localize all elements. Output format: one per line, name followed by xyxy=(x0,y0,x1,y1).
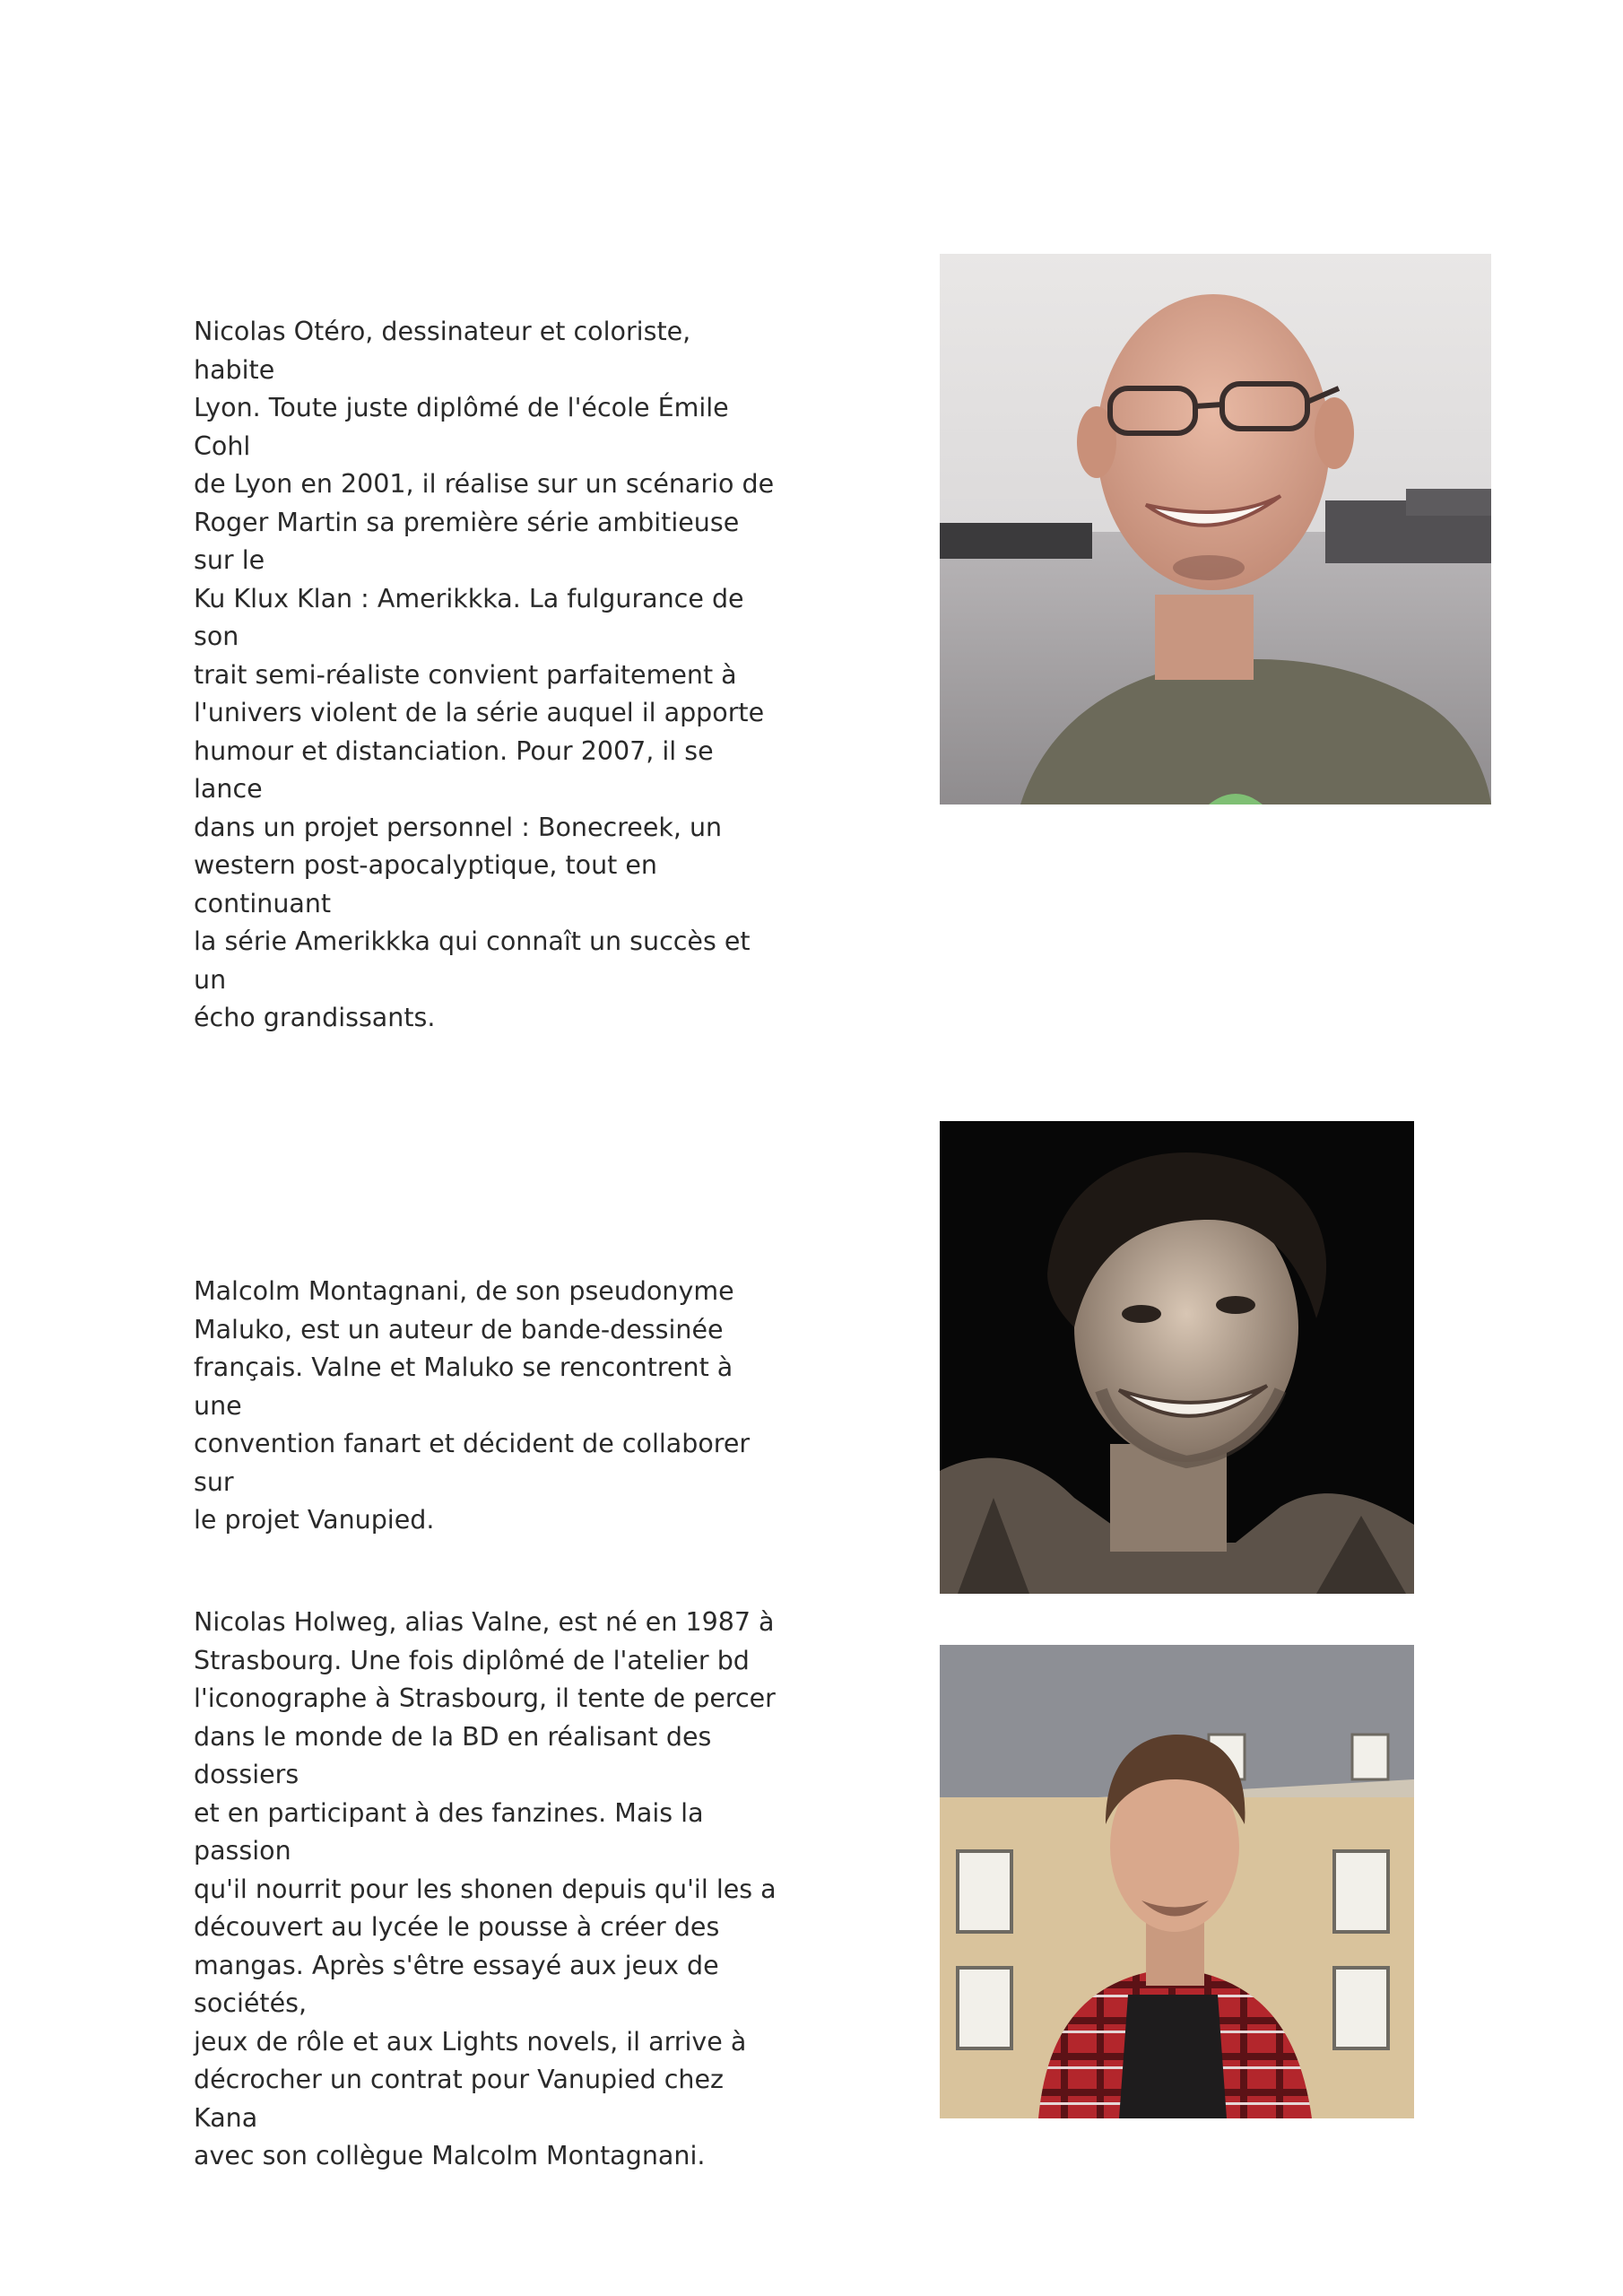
curly-hair-man-portrait-icon xyxy=(940,1121,1414,1594)
portrait-montagnani-photo xyxy=(940,1121,1414,1594)
portrait-otero-photo xyxy=(940,254,1491,804)
portrait-holweg-photo xyxy=(940,1645,1414,2118)
bio-holweg-text: Nicolas Holweg, alias Valne, est né en 1987 à Strasbourg. Une fois diplômé de l'atelier bd l'iconographe à Strasbourg, il tente de percer dans le monde de la BD en réalisant des dossiers et en participant à des fanzines. Mais la passion qu'il nourrit pour les shonen depuis qu'il les a découvert au lycée le pousse à créer des mangas. Après s'être essayé aux jeux de sociétés, jeux de rôle et aux Lights novels, il arrive à décrocher un contrat pour Vanupied chez Kana avec son collègue Malcolm Montagnani. xyxy=(194,1607,777,2170)
bio-montagnani-text: Malcolm Montagnani, de son pseudonyme Maluko, est un auteur de bande-dessinée français. Valne et Maluko se rencontrent à une convention fanart et décident de collaborer sur le projet Vanupied. xyxy=(194,1276,751,1535)
bald-man-portrait-icon xyxy=(940,254,1491,804)
plaid-shirt-man-portrait-icon xyxy=(940,1645,1414,2118)
bio-otero-text: Nicolas Otéro, dessinateur et coloriste, habite Lyon. Toute juste diplômé de l'école Émile Cohl de Lyon en 2001, il réalise sur un scénario de Roger Martin sa première série ambitieuse sur le Ku Klux Klan : Amerikkka. La fulgurance de son trait semi-réaliste convient parfaitement à l'univers violent de la série auquel il apporte humour et distanciation. Pour 2007, il se lance dans un projet personnel : Bonecreek, un western post-apocalyptique, tout en continuant la série Amerikkka qui connaît un succès et un écho grandissants. xyxy=(194,317,775,1032)
